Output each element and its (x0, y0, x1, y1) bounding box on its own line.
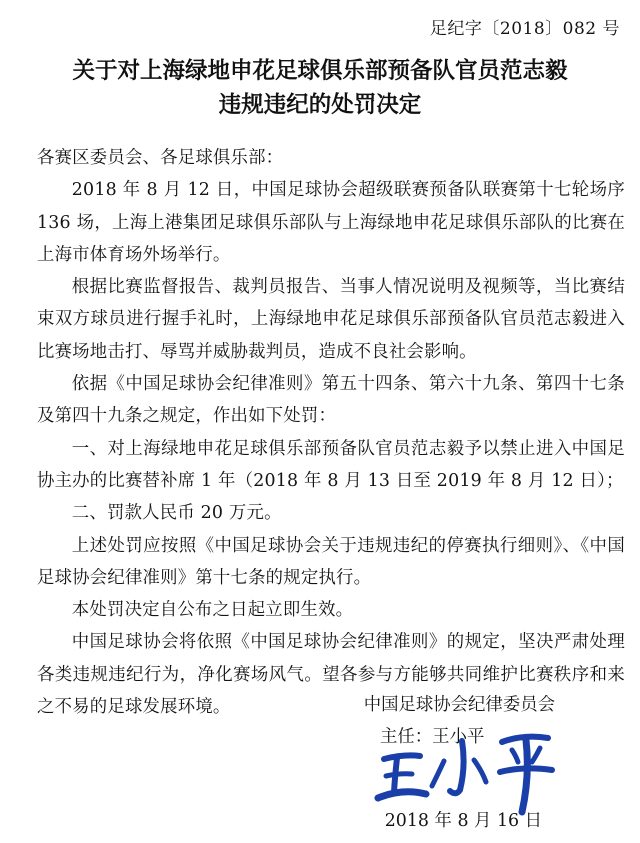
paragraph-penalty-ban: 一、对上海绿地申花足球俱乐部预备队官员范志毅予以禁止进入中国足协主办的比赛替补席 1 年（2018 年 8 月 13 日至 2019 年 8 月 12 日）； (37, 438, 625, 491)
salutation: 各赛区委员会、各足球俱乐部： (37, 148, 284, 168)
title-line-1: 关于对上海绿地申花足球俱乐部预备队官员范志毅 (72, 58, 568, 84)
document-body (37, 142, 625, 723)
paragraph-closing: 中国足球协会将依照《中国足球协会纪律准则》的规定，坚决严肃处理各类违规违纪行为，净化赛场风气。望各参与方能够共同维护比赛秩序和来之不易的足球发展环境。 (37, 632, 625, 718)
handwritten-signature (362, 716, 562, 816)
document-number: 足纪字〔2018〕082 号 (429, 19, 620, 39)
paragraph-legal-basis: 依据《中国足球协会纪律准则》第五十四条、第六十九条、第四十七条及第四十九条之规定，作出如下处罚： (37, 374, 625, 427)
paragraph-execution: 上述处罚应按照《中国足球协会关于违规违纪的停赛执行细则》、《中国足球协会纪律准则》第十七条的规定执行。 (37, 535, 625, 588)
decision-date: 2018 年 8 月 16 日 (384, 811, 542, 831)
chair-label: 主任：王小平 (380, 727, 485, 747)
signing-organization: 中国足球协会纪律委员会 (363, 695, 555, 715)
title-line-2: 违规违纪的处罚决定 (218, 92, 422, 118)
paragraph-effective: 本处罚决定自公布之日起立即生效。 (71, 600, 354, 621)
paragraph-penalty-fine: 二、罚款人民币 20 万元。 (71, 503, 282, 524)
paragraph-findings: 根据比赛监督报告、裁判员报告、当事人情况说明及视频等，当比赛结束双方球员进行握手礼时，上海绿地申花足球俱乐部预备队官员范志毅进入比赛场地击打、辱骂并威胁裁判员，造成不良社会影响。 (37, 277, 625, 362)
paragraph-incident: 2018 年 8 月 12 日，中国足球协会超级联赛预备队联赛第十七轮场序 136 场，上海上港集团足球俱乐部队与上海绿地申花足球俱乐部队的比赛在上海市体育场外场举行。 (37, 180, 625, 265)
document-title (0, 54, 640, 122)
